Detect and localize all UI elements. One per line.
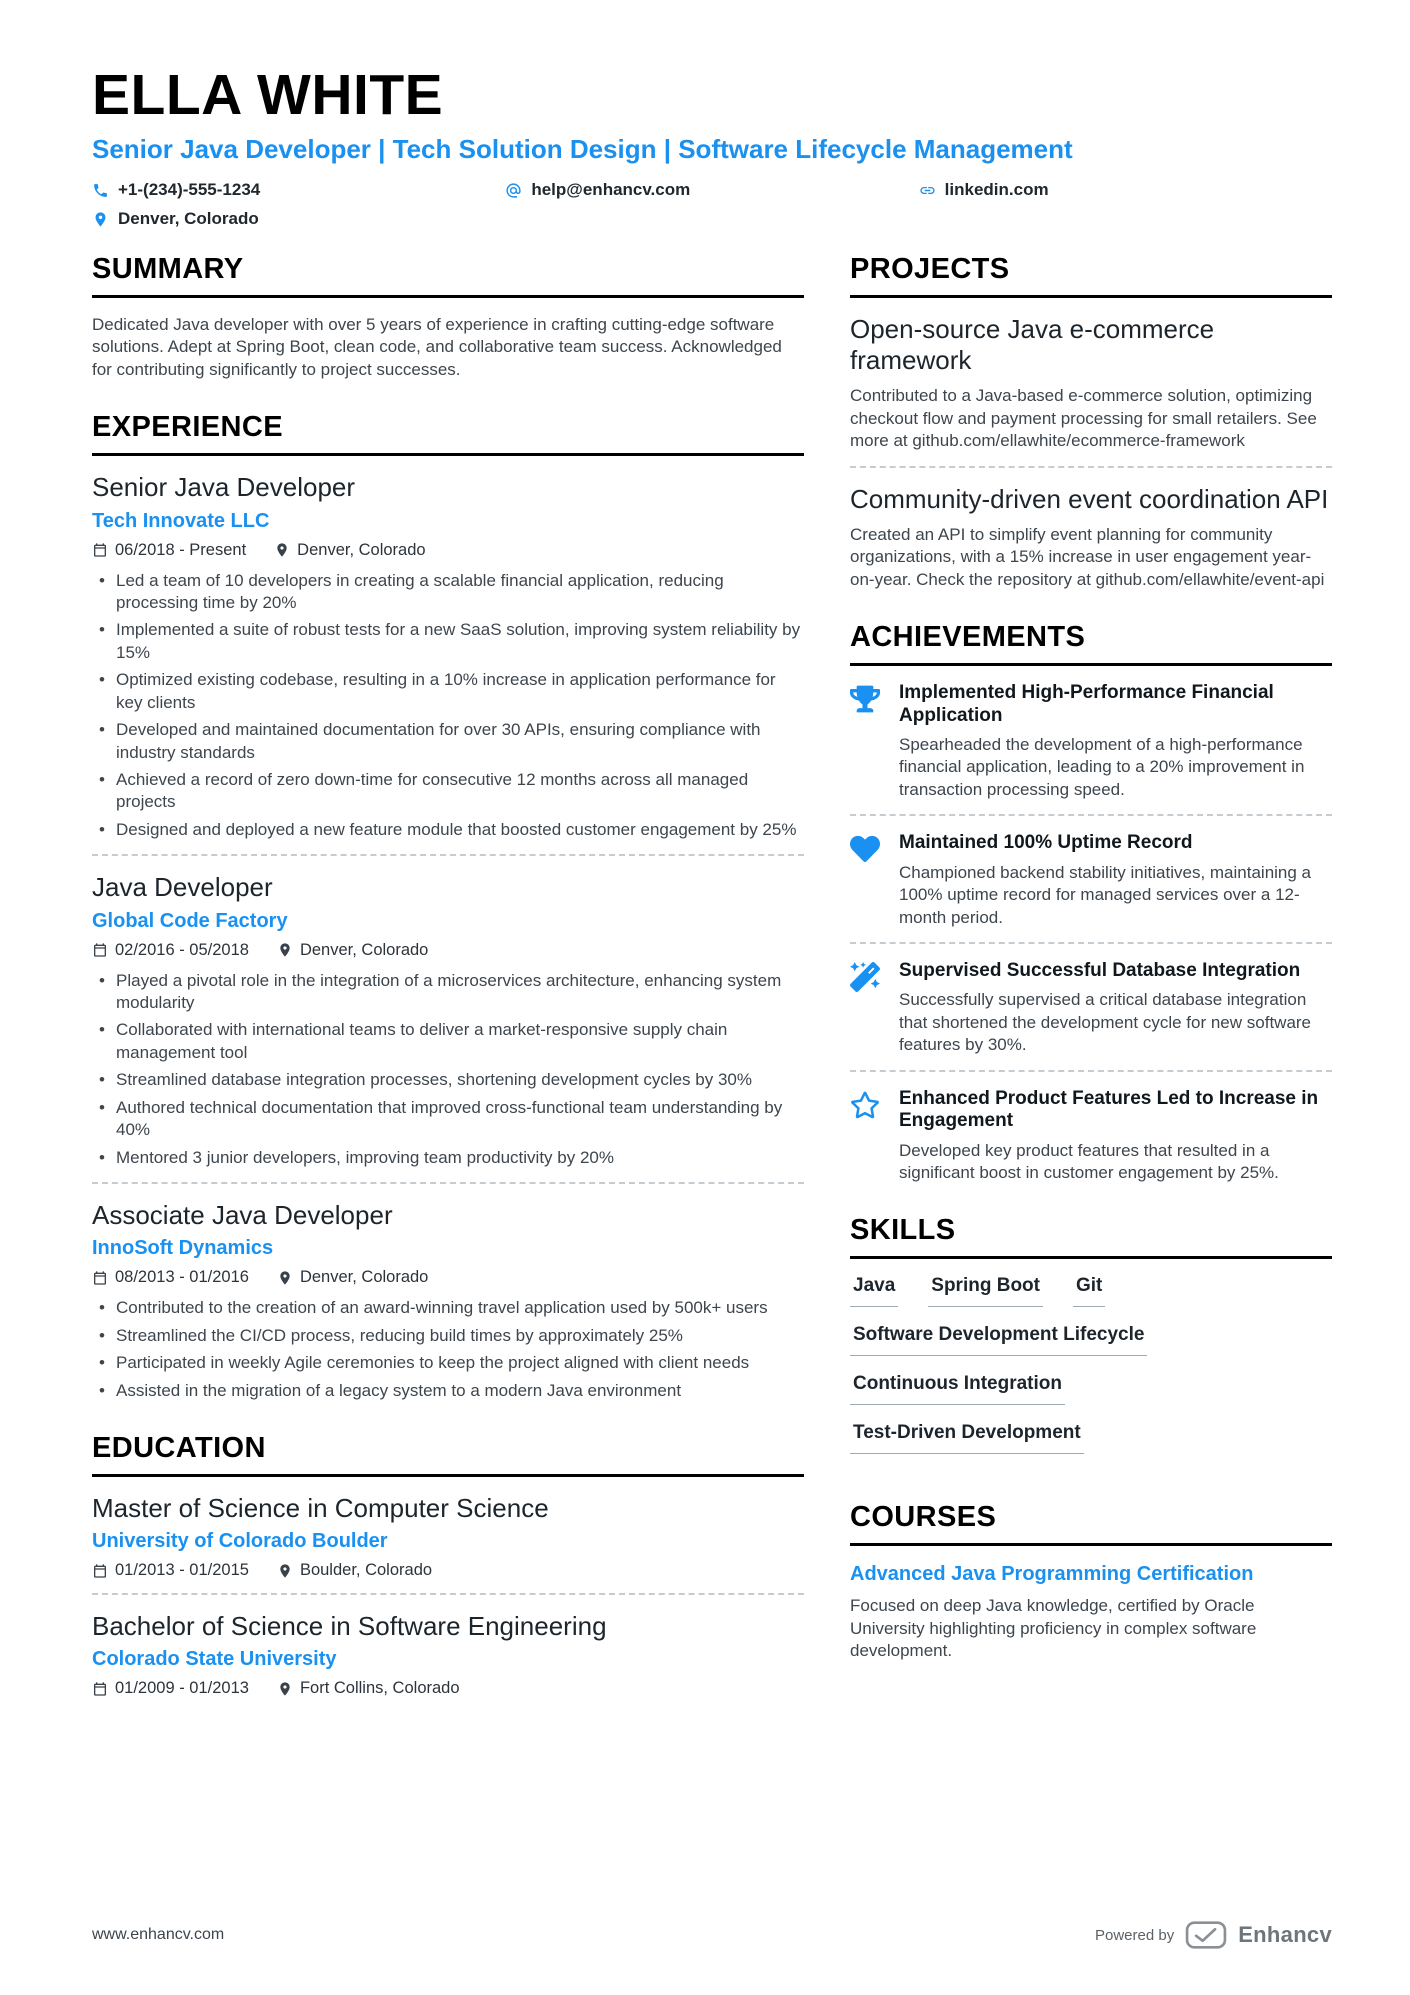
experience-section [92,411,804,1402]
project-entry [850,314,1332,453]
enhancv-logo-icon[interactable] [1185,1921,1227,1949]
calendar-icon [92,1563,108,1579]
job-meta [92,1268,804,1287]
bullet-item: • Contributed to the creation of an award-winning travel application used by 500k+ users [92,1297,804,1319]
experience-entry [92,1200,804,1402]
courses-heading: COURSES [850,1501,1332,1546]
achievement-entry [850,682,1332,801]
job-meta [92,941,804,960]
education-entry [92,1493,804,1580]
project-entry [850,484,1332,592]
dashed-divider [92,1182,804,1184]
achievement-entry [850,832,1332,929]
pin-icon [277,1270,293,1286]
phone-icon [92,182,109,199]
achievement-title: Implemented High-Performance Financial Application [899,682,1274,726]
job-dates [92,941,249,960]
courses-section [850,1501,1332,1662]
education-dates [92,1561,249,1580]
location-text: Denver, Colorado [118,209,259,228]
company-name: Tech Innovate LLC [92,509,270,532]
experience-heading: EXPERIENCE [92,411,804,456]
job-dates [92,1268,249,1287]
footer-site-link[interactable]: www.enhancv.com [92,1926,225,1943]
job-bullets [92,570,804,842]
calendar-icon [92,942,108,958]
job-location-text: Denver, Colorado [297,540,426,559]
dashed-divider [850,814,1332,816]
bullet-item: • Played a pivotal role in the integration of a microservices architecture, enhancing system modularity [92,970,804,1015]
contact-link[interactable] [919,180,1332,200]
page-footer [92,1895,1332,1949]
experience-entry [92,872,804,1169]
contact-row [92,180,1332,229]
calendar-icon [92,1681,108,1697]
dashed-divider [92,854,804,856]
education-location-text: Fort Collins, Colorado [299,1679,460,1698]
skills-heading: SKILLS [850,1214,1332,1259]
contact-location [92,209,505,229]
bullet-item: • Assisted in the migration of a legacy system to a modern Java environment [92,1380,804,1402]
degree-title: Bachelor of Science in Software Engineering [92,1611,607,1642]
bullet-item: • Mentored 3 junior developers, improving team productivity by 20% [92,1147,804,1169]
left-column [92,253,804,1728]
bullet-item: • Authored technical documentation that improved cross-functional team understanding by 40% [92,1097,804,1142]
job-title: Associate Java Developer [92,1200,393,1230]
education-meta [92,1561,804,1580]
person-headline: Senior Java Developer | Tech Solution Design | Software Lifecycle Management [92,134,1073,164]
achievement-entry [850,1088,1332,1185]
dashed-divider [92,1593,804,1595]
job-title: Senior Java Developer [92,472,356,503]
project-description: Contributed to a Java-based e-commerce solution, optimizing checkout flow and payment processing for small retailers. See more at github.com/ellawhite/ecommerce-framework [850,386,1317,451]
contact-phone[interactable] [92,180,505,200]
degree-title: Master of Science in Computer Science [92,1492,549,1523]
bullet-item: • Designed and deployed a new feature module that boosted customer engagement by 25% [92,819,804,841]
job-location [277,1268,428,1287]
phone-text: +1-(234)-555-1234 [118,180,261,199]
achievement-description: Championed backend stability initiatives, maintaining a 100% uptime record for managed services over a 12-month period. [899,862,1312,927]
link-icon [919,182,936,199]
person-name: ELLA WHITE [92,63,444,127]
education-heading: EDUCATION [92,1432,804,1477]
job-title: Java Developer [92,872,273,903]
email-icon [505,182,522,199]
bullet-item: • Led a team of 10 developers in creating a scalable financial application, reducing processing time by 20% [92,570,804,615]
achievement-body [899,960,1332,1057]
achievements-section [850,621,1332,1184]
company-name: InnoSoft Dynamics [92,1237,274,1260]
bullet-item: • Implemented a suite of robust tests for a new SaaS solution, improving system reliability by 15% [92,619,804,664]
pin-icon [274,542,290,558]
magic-wand-icon [850,960,884,1057]
bullet-item: • Optimized existing codebase, resulting in a 10% increase in application performance for key clients [92,669,804,714]
achievement-body [899,1088,1332,1185]
course-title: Advanced Java Programming Certification [850,1563,1254,1586]
dashed-divider [850,942,1332,944]
bullet-item: • Developed and maintained documentation for over 30 APIs, ensuring compliance with industry standards [92,719,804,764]
skill-item: Software Development Lifecycle [850,1324,1147,1356]
achievement-description: Developed key product features that resulted in a significant boost in customer engagement by 25%. [899,1140,1279,1182]
job-meta [92,541,804,560]
experience-entry [92,472,804,841]
achievement-title: Maintained 100% Uptime Record [899,832,1193,854]
achievement-body [899,682,1332,801]
job-bullets [92,1297,804,1402]
projects-heading: PROJECTS [850,253,1332,298]
skills-section [850,1214,1332,1471]
skills-row [850,1275,1332,1324]
achievement-entry [850,960,1332,1057]
education-meta [92,1679,804,1698]
school-name: Colorado State University [92,1648,337,1671]
trophy-icon [850,682,884,801]
course-entry [850,1562,1332,1662]
pin-icon [277,1563,293,1579]
bullet-item: • Streamlined the CI/CD process, reducing build times by approximately 25% [92,1325,804,1347]
location-icon [92,211,109,228]
achievement-body [899,832,1332,929]
powered-by-label: Powered by [1094,1926,1175,1944]
project-title: Open-source Java e-commerce framework [850,314,1215,376]
job-dates-text: 06/2018 - Present [115,540,247,559]
education-section [92,1432,804,1698]
school-name: University of Colorado Boulder [92,1530,388,1553]
job-dates-text: 08/2013 - 01/2016 [115,1268,249,1287]
job-location [277,941,428,960]
bullet-item: • Participated in weekly Agile ceremonies to keep the project aligned with client needs [92,1352,804,1374]
achievement-description: Successfully supervised a critical database integration that shortened the development cycle for new software features by 30%. [899,990,1312,1055]
resume-header [92,62,1332,229]
skill-item: Spring Boot [928,1275,1043,1307]
skills-row [850,1324,1332,1373]
job-bullets [92,970,804,1170]
skill-item: Continuous Integration [850,1373,1065,1405]
education-dates-text: 01/2009 - 01/2013 [115,1679,249,1698]
course-description: Focused on deep Java knowledge, certified by Oracle University highlighting proficiency in complex software development. [850,1596,1257,1661]
enhancv-wordmark[interactable]: Enhancv [1238,1922,1332,1947]
bullet-item: • Collaborated with international teams to deliver a market-responsive supply chain management tool [92,1019,804,1064]
email-text: help@enhancv.com [531,180,691,199]
projects-section [850,253,1332,591]
project-description: Created an API to simplify event planning for community organizations, with a 15% increase in user engagement year-on-year. Check the repository at github.com/ellawhite/event-api [850,524,1325,589]
summary-heading: SUMMARY [92,253,804,298]
bullet-item: • Achieved a record of zero down-time for consecutive 12 months across all managed projects [92,769,804,814]
achievements-heading: ACHIEVEMENTS [850,621,1332,666]
summary-text: Dedicated Java developer with over 5 years of experience in crafting cutting-edge software solutions. Adept at Spring Boot, clean code, and collaborative team success. Acknowledged for contributing significantly to project successes. [92,315,782,379]
achievement-title: Supervised Successful Database Integration [899,960,1301,982]
project-title: Community-driven event coordination API [850,483,1329,514]
education-location [277,1679,460,1698]
skills-row [850,1373,1332,1422]
contact-email[interactable] [505,180,918,200]
job-location [274,541,425,560]
calendar-icon [92,542,108,558]
education-location-text: Boulder, Colorado [299,1561,433,1580]
job-dates [92,541,246,560]
job-dates-text: 02/2016 - 05/2018 [115,940,249,959]
company-name: Global Code Factory [92,909,288,932]
two-column-layout [92,253,1332,1728]
footer-branding [1095,1921,1332,1949]
summary-section [92,253,804,381]
skill-item: Git [1073,1275,1105,1307]
pin-icon [277,1681,293,1697]
right-column [850,253,1332,1728]
pin-icon [277,942,293,958]
education-entry [92,1611,804,1698]
achievement-description: Spearheaded the development of a high-performance financial application, leading to a 20% improvement in transaction processing speed. [899,735,1305,799]
star-icon [850,1088,884,1185]
education-location [277,1561,432,1580]
achievement-title: Enhanced Product Features Led to Increase in Engagement [899,1087,1319,1132]
skills-row [850,1422,1332,1471]
link-text: linkedin.com [944,180,1049,199]
skill-item: Test-Driven Development [850,1422,1084,1454]
job-location-text: Denver, Colorado [299,1268,429,1287]
education-dates [92,1679,249,1698]
heart-icon [850,832,884,929]
dashed-divider [850,466,1332,468]
bullet-item: • Streamlined database integration processes, shortening development cycles by 30% [92,1069,804,1091]
dashed-divider [850,1070,1332,1072]
skill-item: Java [850,1275,898,1307]
calendar-icon [92,1270,108,1286]
job-location-text: Denver, Colorado [299,940,429,959]
education-dates-text: 01/2013 - 01/2015 [115,1561,249,1580]
